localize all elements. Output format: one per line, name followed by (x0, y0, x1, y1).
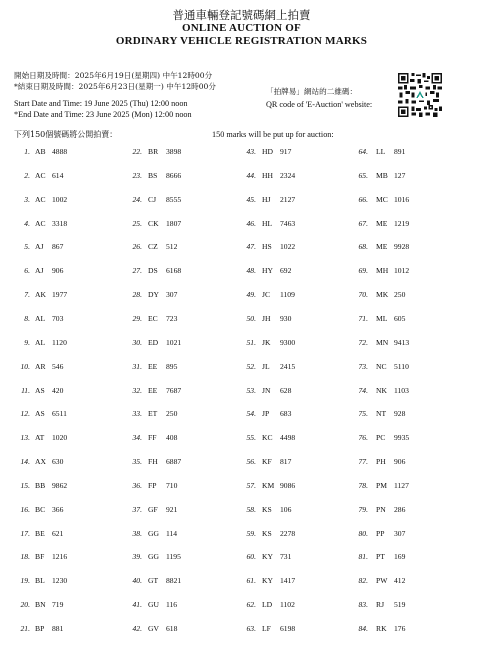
mark-letters: GU (148, 600, 159, 610)
mark-digits: 891 (394, 147, 406, 156)
mark-digits: 2127 (280, 194, 296, 204)
mark-letters: ME (376, 242, 388, 252)
item-number: 65. (358, 170, 368, 180)
mark-letters: LD (262, 600, 273, 610)
mark-letters: ML (376, 313, 388, 323)
qr-label-english: QR code of 'E-Auction' website: (266, 100, 373, 109)
mark-digits: 930 (280, 313, 292, 323)
mark-digits: 420 (52, 385, 64, 395)
item-number: 56. (246, 457, 256, 467)
item-number: 66. (358, 194, 368, 204)
item-number: 83. (358, 600, 368, 610)
mark-letters: KS (262, 504, 272, 514)
mark-digits: 169 (394, 552, 406, 562)
mark-letters: PC (376, 433, 386, 443)
mark-letters: AC (35, 218, 46, 228)
mark-letters: ET (148, 409, 158, 419)
item-number: 13. (20, 433, 30, 443)
mark-letters: MH (376, 266, 389, 276)
mark-digits: 817 (280, 457, 292, 467)
item-number: 61. (246, 576, 256, 586)
item-number: 24. (132, 194, 142, 204)
mark-digits: 906 (394, 457, 406, 467)
item-number: 1. (24, 147, 30, 156)
mark-digits: 106 (280, 504, 292, 514)
start-date-zh: 開始日期及時間：2025年6月19日(星期四) 中午12時00分 (14, 71, 213, 80)
mark-letters: BF (35, 552, 45, 562)
mark-letters: BP (35, 624, 45, 633)
item-number: 17. (20, 528, 30, 538)
item-number: 75. (358, 409, 368, 419)
item-number: 41. (132, 600, 142, 610)
item-number: 27. (132, 266, 142, 276)
item-number: 60. (246, 552, 256, 562)
mark-letters: MK (376, 290, 389, 300)
mark-digits: 2324 (280, 170, 296, 180)
mark-letters: KM (262, 480, 275, 490)
mark-letters: PW (376, 576, 388, 586)
item-number: 45. (246, 194, 256, 204)
mark-letters: HS (262, 242, 272, 252)
mark-digits: 9935 (394, 433, 410, 443)
start-date-en: Start Date and Time: 19 June 2025 (Thu) 12:00 noon (14, 99, 188, 108)
mark-letters: AT (35, 433, 45, 443)
item-number: 7. (24, 290, 30, 300)
title-chinese: 普通車輛登記號碼網上拍賣 (172, 8, 311, 22)
mark-digits: 1102 (280, 600, 295, 610)
end-date-zh: *結束日期及時間：2025年6月23日(星期一) 中午12時00分 (14, 81, 216, 91)
mark-digits: 250 (166, 409, 178, 419)
item-number: 6. (24, 266, 30, 276)
mark-letters: FP (148, 480, 157, 490)
item-number: 20. (20, 600, 30, 610)
mark-letters: BC (35, 504, 46, 514)
item-number: 22. (132, 147, 142, 156)
mark-letters: AC (35, 170, 46, 180)
mark-letters: AK (35, 290, 46, 300)
mark-letters: RK (376, 624, 387, 633)
mark-letters: KF (262, 457, 272, 467)
item-number: 53. (246, 385, 256, 395)
mark-letters: EE (148, 385, 158, 395)
mark-digits: 1127 (394, 480, 409, 490)
mark-digits: 630 (52, 457, 64, 467)
item-number: 12. (20, 409, 30, 419)
item-number: 39. (132, 552, 142, 562)
item-number: 25. (132, 218, 142, 228)
mark-digits: 1230 (52, 576, 68, 586)
mark-letters: ED (148, 337, 159, 347)
item-number: 67. (358, 218, 368, 228)
mark-letters: HH (262, 170, 273, 180)
mark-digits: 2415 (280, 361, 296, 371)
mark-letters: GV (148, 624, 159, 633)
item-number: 11. (21, 385, 30, 395)
mark-letters: JK (262, 337, 271, 347)
mark-digits: 731 (280, 552, 292, 562)
mark-letters: AC (35, 194, 46, 204)
mark-digits: 621 (52, 528, 64, 538)
title-english-line2: ORDINARY VEHICLE REGISTRATION MARKS (115, 35, 368, 47)
mark-letters: JL (262, 361, 270, 371)
mark-letters: BL (35, 576, 45, 586)
mark-digits: 127 (394, 170, 406, 180)
mark-digits: 176 (394, 624, 406, 633)
mark-digits: 5110 (394, 361, 409, 371)
mark-digits: 906 (52, 266, 64, 276)
mark-digits: 1417 (280, 576, 296, 586)
mark-letters: AL (35, 337, 46, 347)
item-number: 70. (358, 290, 368, 300)
lead-text-english: 150 marks will be put up for auction: (212, 130, 334, 139)
mark-letters: DY (148, 290, 159, 300)
mark-letters: JC (262, 290, 271, 300)
mark-letters: JN (262, 385, 271, 395)
mark-digits: 618 (166, 624, 178, 633)
mark-letters: JH (262, 313, 271, 323)
mark-letters: AJ (35, 266, 44, 276)
mark-digits: 3318 (52, 218, 68, 228)
item-number: 73. (358, 361, 368, 371)
item-number: 51. (246, 337, 256, 347)
mark-letters: CK (148, 218, 159, 228)
mark-letters: PH (376, 457, 386, 467)
mark-letters: GG (148, 552, 159, 562)
auction-dates-english (14, 99, 192, 120)
mark-letters: JP (262, 409, 270, 419)
mark-digits: 1216 (52, 552, 68, 562)
e-auction-logo-icon (415, 90, 426, 101)
mark-digits: 1016 (394, 194, 410, 204)
mark-digits: 6198 (280, 624, 296, 633)
mark-digits: 3898 (166, 147, 182, 156)
mark-letters: PM (376, 480, 387, 490)
mark-letters: HL (262, 218, 273, 228)
item-number: 81. (358, 552, 368, 562)
mark-letters: PT (376, 552, 385, 562)
mark-digits: 9086 (280, 480, 296, 490)
mark-digits: 8555 (166, 194, 182, 204)
mark-letters: AJ (35, 242, 44, 252)
mark-digits: 408 (166, 433, 178, 443)
mark-digits: 1020 (52, 433, 68, 443)
mark-digits: 307 (394, 528, 406, 538)
mark-letters: KS (262, 528, 272, 538)
mark-letters: NK (376, 385, 387, 395)
mark-digits: 1012 (394, 266, 410, 276)
mark-digits: 512 (166, 242, 178, 252)
item-number: 38. (132, 528, 142, 538)
mark-digits: 895 (166, 361, 178, 371)
mark-letters: CZ (148, 242, 158, 252)
mark-letters: BN (35, 600, 46, 610)
mark-digits: 114 (166, 528, 178, 538)
mark-digits: 928 (394, 409, 406, 419)
item-number: 14. (20, 457, 30, 467)
item-number: 8. (24, 313, 30, 323)
mark-digits: 719 (52, 600, 64, 610)
mark-digits: 1195 (166, 552, 181, 562)
item-number: 9. (24, 337, 30, 347)
mark-letters: HJ (262, 194, 271, 204)
item-number: 3. (24, 194, 30, 204)
mark-letters: FF (148, 433, 157, 443)
item-number: 76. (358, 433, 368, 443)
mark-letters: KY (262, 552, 273, 562)
item-number: 55. (246, 433, 256, 443)
item-number: 58. (246, 504, 256, 514)
item-number: 4. (24, 218, 30, 228)
item-number: 31. (132, 361, 142, 371)
mark-letters: BE (35, 528, 45, 538)
mark-letters: HY (262, 266, 273, 276)
auction-dates-chinese (14, 71, 216, 92)
mark-digits: 1103 (394, 385, 409, 395)
mark-digits: 307 (166, 290, 178, 300)
mark-letters: GT (148, 576, 159, 586)
item-number: 74. (358, 385, 368, 395)
mark-digits: 2278 (280, 528, 296, 538)
item-number: 59. (246, 528, 256, 538)
item-number: 79. (358, 504, 368, 514)
mark-letters: AS (35, 385, 45, 395)
item-number: 28. (132, 290, 142, 300)
item-number: 26. (132, 242, 142, 252)
mark-letters: NC (376, 361, 387, 371)
mark-letters: NT (376, 409, 387, 419)
mark-letters: AB (35, 147, 46, 156)
item-number: 50. (246, 313, 256, 323)
mark-digits: 9928 (394, 242, 410, 252)
item-number: 5. (24, 242, 30, 252)
item-number: 16. (20, 504, 30, 514)
mark-letters: ME (376, 218, 388, 228)
item-number: 82. (358, 576, 368, 586)
mark-letters: EC (148, 313, 158, 323)
qr-label-chinese: 「拍牌易」網站的二維碼： (266, 87, 358, 96)
item-number: 32. (132, 385, 142, 395)
item-number: 78. (358, 480, 368, 490)
item-number: 69. (358, 266, 368, 276)
item-number: 2. (24, 170, 30, 180)
mark-digits: 723 (166, 313, 178, 323)
mark-letters: AS (35, 409, 45, 419)
end-date-en: *End Date and Time: 23 June 2025 (Mon) 12:00 noon (14, 109, 192, 119)
mark-letters: BS (148, 170, 158, 180)
item-number: 43. (246, 147, 256, 156)
item-number: 19. (20, 576, 30, 586)
mark-digits: 412 (394, 576, 406, 586)
item-number: 84. (358, 624, 368, 633)
title-english-line1: ONLINE AUCTION OF (182, 22, 301, 34)
mark-digits: 9862 (52, 480, 68, 490)
mark-digits: 605 (394, 313, 406, 323)
lead-text-chinese: 下列150個號碼將公開拍賣： (14, 130, 118, 139)
item-number: 72. (358, 337, 368, 347)
mark-digits: 1219 (394, 218, 410, 228)
mark-letters: KC (262, 433, 273, 443)
mark-digits: 703 (52, 313, 64, 323)
mark-digits: 8666 (166, 170, 182, 180)
item-number: 36. (132, 480, 142, 490)
item-number: 42. (132, 624, 142, 633)
mark-letters: LL (376, 147, 386, 156)
item-number: 15. (20, 480, 30, 490)
mark-letters: MB (376, 170, 388, 180)
mark-digits: 683 (280, 409, 292, 419)
item-number: 34. (132, 433, 142, 443)
mark-digits: 6511 (52, 409, 67, 419)
mark-letters: LF (262, 624, 271, 633)
mark-letters: MN (376, 337, 389, 347)
item-number: 48. (246, 266, 256, 276)
mark-letters: GG (148, 528, 159, 538)
mark-digits: 628 (280, 385, 292, 395)
mark-digits: 6887 (166, 457, 182, 467)
item-number: 62. (246, 600, 256, 610)
mark-digits: 921 (166, 504, 178, 514)
mark-digits: 4888 (52, 147, 68, 156)
mark-digits: 519 (394, 600, 406, 610)
mark-letters: RJ (376, 600, 385, 610)
item-number: 29. (132, 313, 142, 323)
item-number: 10. (20, 361, 30, 371)
mark-digits: 546 (52, 361, 64, 371)
item-number: 35. (132, 457, 142, 467)
mark-digits: 8821 (166, 576, 182, 586)
item-number: 52. (246, 361, 256, 371)
mark-letters: AL (35, 313, 46, 323)
mark-digits: 614 (52, 170, 64, 180)
mark-letters: EE (148, 361, 158, 371)
mark-letters: AR (35, 361, 46, 371)
mark-digits: 366 (52, 504, 64, 514)
item-number: 63. (246, 624, 256, 633)
mark-letters: KY (262, 576, 273, 586)
mark-digits: 9300 (280, 337, 296, 347)
mark-digits: 6168 (166, 266, 182, 276)
mark-digits: 867 (52, 242, 64, 252)
item-number: 44. (246, 170, 256, 180)
mark-digits: 1022 (280, 242, 296, 252)
mark-digits: 7463 (280, 218, 296, 228)
mark-letters: MC (376, 194, 388, 204)
mark-letters: GF (148, 504, 158, 514)
mark-digits: 9413 (394, 337, 410, 347)
mark-letters: DS (148, 266, 158, 276)
item-number: 68. (358, 242, 368, 252)
mark-letters: HD (262, 147, 273, 156)
item-number: 49. (246, 290, 256, 300)
mark-letters: PP (376, 528, 385, 538)
document-header (0, 8, 483, 48)
mark-digits: 692 (280, 266, 292, 276)
mark-digits: 710 (166, 480, 178, 490)
mark-letters: AX (35, 457, 46, 467)
item-number: 18. (20, 552, 30, 562)
mark-digits: 1807 (166, 218, 182, 228)
item-number: 46. (246, 218, 256, 228)
mark-letters: PN (376, 504, 386, 514)
mark-digits: 116 (166, 600, 178, 610)
mark-letters: CJ (148, 194, 157, 204)
item-number: 33. (132, 409, 142, 419)
item-number: 64. (358, 147, 368, 156)
mark-digits: 250 (394, 290, 406, 300)
mark-digits: 917 (280, 147, 292, 156)
mark-letters: BB (35, 480, 46, 490)
item-number: 37. (132, 504, 142, 514)
item-number: 30. (132, 337, 142, 347)
mark-letters: BR (148, 147, 159, 156)
qr-code-icon[interactable] (398, 73, 442, 117)
mark-digits: 1021 (166, 337, 182, 347)
mark-digits: 4498 (280, 433, 296, 443)
mark-digits: 1120 (52, 337, 67, 347)
item-number: 80. (358, 528, 368, 538)
item-number: 47. (246, 242, 256, 252)
item-number: 57. (246, 480, 256, 490)
item-number: 71. (358, 313, 368, 323)
item-number: 54. (246, 409, 256, 419)
item-number: 77. (358, 457, 368, 467)
mark-digits: 7687 (166, 385, 182, 395)
item-number: 40. (132, 576, 142, 586)
mark-digits: 1109 (280, 290, 295, 300)
mark-digits: 1002 (52, 194, 68, 204)
item-number: 21. (20, 624, 30, 633)
mark-digits: 286 (394, 504, 406, 514)
mark-digits: 881 (52, 624, 64, 633)
mark-letters: FH (148, 457, 158, 467)
item-number: 23. (132, 170, 142, 180)
mark-digits: 1977 (52, 290, 68, 300)
